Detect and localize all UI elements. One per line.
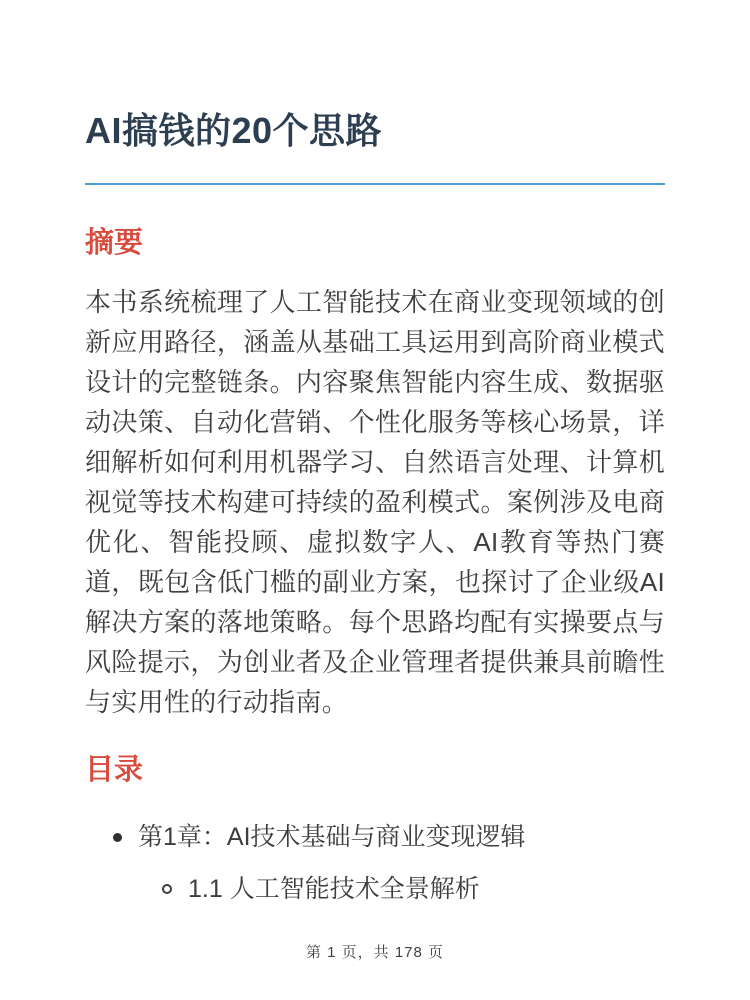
toc-item-row	[113, 820, 665, 855]
page-title: AI搞钱的20个思路	[85, 110, 383, 151]
abstract-heading: 摘要	[85, 227, 144, 259]
toc-subitem-label: 1.1 人工智能技术全景解析	[188, 874, 480, 903]
bullet-disc-icon	[113, 833, 122, 842]
toc-heading: 目录	[85, 754, 144, 787]
toc-item-label: 第1章：AI技术基础与商业变现逻辑	[138, 822, 526, 851]
toc-list	[85, 820, 665, 907]
bullet-circle-icon	[162, 884, 172, 894]
title-divider	[85, 183, 665, 185]
abstract-paragraph: 本书系统梳理了人工智能技术在商业变现领域的创新应用路径，涵盖从基础工具运用到高阶商业模式设计的完整链条。内容聚焦智能内容生成、数据驱动决策、自动化营销、个性化服务等核心场景，详细解析如何利用机器学习、自然语言处理、计算机视觉等技术构建可持续的盈利模式。案例涉及电商优化、智能投顾、虚拟数字人、AI教育等热门赛道，既包含低门槛的副业方案，也探讨了企业级AI解决方案的落地策略。每个思路均配有实操要点与风险提示，为创业者及企业管理者提供兼具前瞻性与实用性的行动指南。	[85, 286, 665, 717]
toc-subitem-1-1	[162, 872, 665, 907]
toc-item-chapter-1	[85, 820, 665, 907]
toc-sublist	[85, 872, 665, 907]
page-number-indicator: 第 1 页，共 178 页	[305, 944, 445, 961]
